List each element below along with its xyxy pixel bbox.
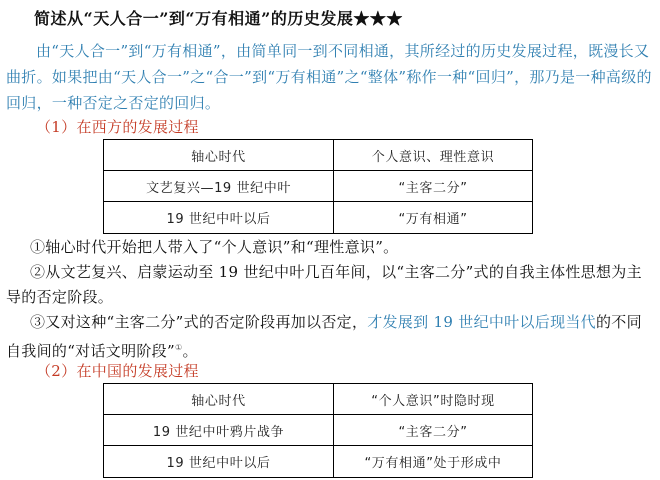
table-cell: “主客二分” [334,171,533,202]
table-cell: 19 世纪中叶以后 [104,446,334,478]
table-cell: 19 世纪中叶以后 [104,202,334,234]
table-row [104,202,533,234]
point-3-text-end: 的不同自我间的“对话文明阶段” [6,313,642,360]
point-3 [6,310,652,364]
china-section-heading: （2）在中国的发展过程 [36,362,199,380]
table-cell: 19 世纪中叶鸦片战争 [104,415,334,446]
table-row [104,384,533,415]
table-row [104,171,533,202]
table-header-cell: 轴心时代 [104,384,334,415]
table-header-cell: “个人意识”时隐时现 [334,384,533,415]
table-row [104,140,533,171]
table-row [104,446,533,478]
footnote-marker: ① [174,343,183,352]
table-cell: 文艺复兴—19 世纪中叶 [104,171,334,202]
table-header-cell: 轴心时代 [104,140,334,171]
point-1-text: ①轴心时代开始把人带入了“个人意识”和“理性意识”。 [30,238,399,256]
western-table [103,139,533,234]
intro-paragraph [6,38,652,116]
table-cell: “万有相通” [334,202,533,234]
point-3-highlight: 才发展到 19 世纪中叶以后现当代 [367,313,596,331]
point-2 [6,260,652,310]
point-3-text: ③又对这种“主客二分”式的否定阶段再加以否定， [30,313,368,331]
page-title: 简述从“天人合一”到“万有相通”的历史发展★★★ [34,9,403,28]
western-section-heading: （1）在西方的发展过程 [36,118,199,136]
china-table [103,383,533,478]
point-1 [6,235,652,260]
point-3-tail: 。 [182,342,198,360]
table-cell: “主客二分” [334,415,533,446]
table-header-cell: 个人意识、理性意识 [334,140,533,171]
point-2-text: ②从文艺复兴、启蒙运动至 19 世纪中叶几百年间，以“主客二分”式的自我主体性思想为主导的否定阶段。 [6,263,642,306]
intro-text: 由“天人合一”到“万有相通”，由简单同一到不同相通，其所经过的历史发展过程，既漫长又曲折。如果把由“天人合一”之“合一”到“万有相通”之“整体”称作一种“回归”，那乃是一种高级的回归，一种否定之否定的回归。 [6,42,652,112]
table-cell: “万有相通”处于形成中 [334,446,533,478]
table-row [104,415,533,446]
